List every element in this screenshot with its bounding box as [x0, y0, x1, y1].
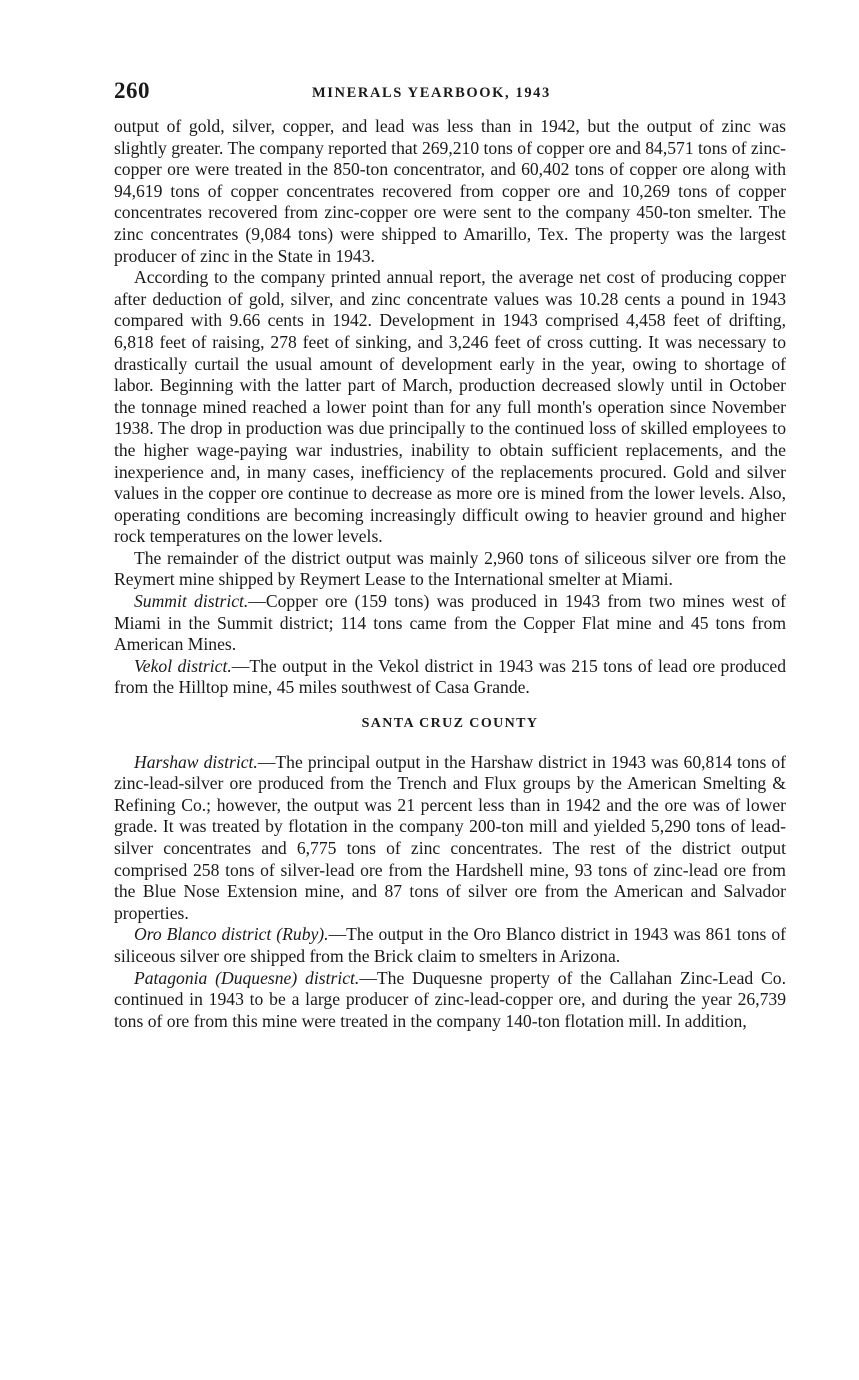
paragraph-text: —The Duquesne property of the Callahan Zinc-Lead Co. continued in 1943 to be a large producer of zinc-lead-copper ore, and during the year 26,739 tons of ore from this mine were treated in the company 140-ton flotation mill. In addition,: [114, 967, 786, 1031]
paragraph-lead: Patagonia (Duquesne) district.: [134, 967, 360, 988]
body-text: [114, 116, 786, 1032]
paragraph-lead: Oro Blanco district (Ruby).: [134, 924, 329, 945]
running-header: [114, 78, 786, 108]
paragraph-text: output of gold, silver, copper, and lead was less than in 1942, but the output of zinc was slightly greater. The company reported that 269,210 tons of copper ore and 84,571 tons of zinc-copper ore were treated in the 850-ton concentrator, and 60,402 tons of copper ore along with 94,619 tons of copper concentrates recovered from copper ore and 10,269 tons of copper concentrates recovered from zinc-copper ore were sent to the company 450-ton smelter. The zinc concentrates (9,084 tons) were shipped to Amarillo, Tex. The property was the largest producer of zinc in the State in 1943.: [114, 116, 786, 266]
document-page: [114, 78, 786, 1032]
paragraph-text: The remainder of the district output was mainly 2,960 tons of siliceous silver ore from the Reymert mine shipped by Reymert Lease to the International smelter at Miami.: [114, 547, 786, 590]
paragraph-text: —The output in the Oro Blanco district in 1943 was 861 tons of siliceous silver ore shipped from the Brick claim to smelters in Arizona.: [114, 924, 786, 966]
paragraph-lead: Summit district.: [134, 591, 249, 612]
paragraph-text: According to the company printed annual report, the average net cost of producing copper after deduction of gold, silver, and zinc concentrate values was 10.28 cents a pound in 1943 compared with 9.66 cents in 1942. Development in 1943 comprised 4,458 feet of drifting, 6,818 feet of raising, 278 feet of sinking, and 3,246 feet of cross cutting. It was necessary to drastically curtail the usual amount of development early in the year, owing to shortage of labor. Beginning with the latter part of March, production decreased slowly until in October the tonnage mined reached a lower point than for any full month's operation since November 1938. The drop in production was due principally to the continued loss of skilled employees to the higher wage-paying war industries, inability to obtain sufficient replacements, and the inexperience and, in many cases, inefficiency of the replacements procured. Gold and silver values in the copper ore continue to decrease as more ore is mined from the lower levels. Also, operating conditions are becoming increasingly difficult owing to heavier ground and higher rock temperatures on the lower levels.: [114, 267, 786, 547]
paragraph-lead: Harshaw district.: [134, 751, 258, 772]
paragraph: [114, 924, 786, 967]
paragraph-text: —Copper ore (159 tons) was produced in 1943 from two mines west of Miami in the Summit district; 114 tons came from the Copper Flat mine and 45 tons from American Mines.: [114, 591, 786, 655]
paragraph: [114, 267, 786, 548]
paragraph-text: —The output in the Vekol district in 1943 was 215 tons of lead ore produced from the Hilltop mine, 45 miles southwest of Casa Grande.: [114, 655, 786, 698]
paragraph: [114, 968, 786, 1033]
paragraph: [114, 591, 786, 656]
paragraph-text: —The principal output in the Harshaw district in 1943 was 60,814 tons of zinc-lead-silver ore produced from the Trench and Flux groups by the American Smelting & Refining Co.; however, the output was 21 percent less than in 1942 and the ore was of lower grade. It was treated by flotation in the company 200-ton mill and yielded 5,290 tons of lead-silver concentrates and 6,775 tons of zinc concentrates. The rest of the district output comprised 258 tons of silver-lead ore from the Hardshell mine, 93 tons of zinc-lead ore from the Blue Nose Extension mine, and 87 tons of silver ore from the American and Salvador properties.: [114, 751, 786, 923]
running-title: MINERALS YEARBOOK, 1943: [312, 85, 551, 101]
paragraph: [114, 548, 786, 591]
paragraph-lead: Vekol district.: [134, 655, 232, 676]
page-number: 260: [114, 78, 150, 103]
paragraph: [114, 752, 786, 925]
section-heading: SANTA CRUZ COUNTY: [361, 716, 539, 732]
paragraph: [114, 656, 786, 699]
paragraph: [114, 116, 786, 267]
